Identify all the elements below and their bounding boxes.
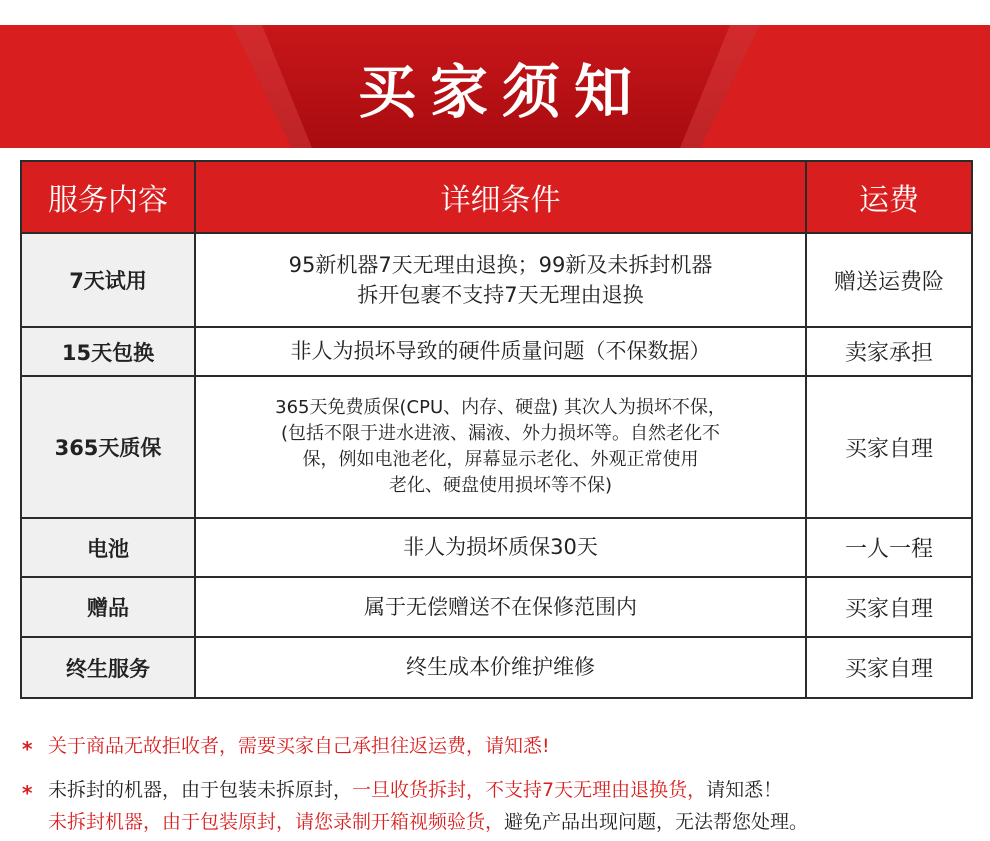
fee-cell: 赠送运费险 bbox=[806, 233, 972, 327]
details-line: 老化、硬盘使用损坏等不保) bbox=[388, 475, 613, 497]
details-cell bbox=[195, 518, 806, 577]
note-return-shipping bbox=[22, 730, 972, 762]
table-row bbox=[21, 518, 972, 577]
service-cell: 365天质保 bbox=[21, 376, 195, 518]
note-text: 请知悉！ bbox=[706, 779, 783, 801]
details-cell bbox=[195, 637, 806, 698]
details-line: 95新机器7天无理由退换；99新及未拆封机器 bbox=[288, 252, 713, 277]
notes-section bbox=[22, 730, 972, 838]
details-cell bbox=[195, 233, 806, 327]
details-line: 非人为损坏质保30天 bbox=[403, 535, 598, 560]
note-text-highlight: 一旦收货拆封，不支持7天无理由退换货， bbox=[352, 779, 707, 801]
fee-cell: 卖家承担 bbox=[806, 327, 972, 376]
details-line: (包括不限于进水进液、漏液、外力损坏等。自然老化不 bbox=[280, 422, 721, 444]
note-unopened bbox=[22, 774, 972, 838]
service-cell: 赠品 bbox=[21, 577, 195, 637]
title-banner bbox=[0, 25, 990, 148]
table-row bbox=[21, 327, 972, 376]
table-row bbox=[21, 637, 972, 698]
service-cell: 15天包换 bbox=[21, 327, 195, 376]
asterisk-icon: * bbox=[22, 737, 33, 761]
table-row bbox=[21, 376, 972, 518]
table-row bbox=[21, 233, 972, 327]
service-cell: 电池 bbox=[21, 518, 195, 577]
fee-cell: 买家自理 bbox=[806, 376, 972, 518]
details-line: 拆开包裹不支持7天无理由退换 bbox=[357, 283, 644, 307]
header-service: 服务内容 bbox=[21, 161, 195, 233]
details-line: 终生成本价维护维修 bbox=[406, 655, 595, 680]
asterisk-icon: * bbox=[22, 781, 33, 805]
service-cell: 终生服务 bbox=[21, 637, 195, 698]
note-text: 关于商品无故拒收者，需要买家自己承担往返运费，请知悉! bbox=[48, 735, 550, 757]
details-line: 365天免费质保(CPU、内存、硬盘) 其次人为损坏不保， bbox=[275, 396, 726, 418]
note-text: 避免产品出现问题，无法帮您处理。 bbox=[504, 811, 809, 833]
service-cell: 7天试用 bbox=[21, 233, 195, 327]
details-line: 非人为损坏导致的硬件质量问题（不保数据） bbox=[290, 339, 711, 364]
header-fee: 运费 bbox=[806, 161, 972, 233]
header-details: 详细条件 bbox=[195, 161, 806, 233]
details-cell bbox=[195, 327, 806, 376]
details-cell bbox=[195, 376, 806, 518]
fee-cell: 一人一程 bbox=[806, 518, 972, 577]
note-text-highlight: 未拆封机器，由于包装原封，请您录制开箱视频验货， bbox=[48, 811, 505, 833]
table-row bbox=[21, 577, 972, 637]
details-cell bbox=[195, 577, 806, 637]
table-header-row bbox=[21, 161, 972, 233]
page-title: 买家须知 bbox=[357, 57, 646, 126]
note-text: 未拆封的机器，由于包装未拆原封， bbox=[48, 779, 353, 801]
fee-cell: 买家自理 bbox=[806, 577, 972, 637]
service-table bbox=[20, 160, 973, 699]
details-line: 属于无偿赠送不在保修范围内 bbox=[364, 594, 637, 619]
fee-cell: 买家自理 bbox=[806, 637, 972, 698]
details-line: 保，例如电池老化，屏幕显示老化、外观正常使用 bbox=[302, 449, 699, 470]
